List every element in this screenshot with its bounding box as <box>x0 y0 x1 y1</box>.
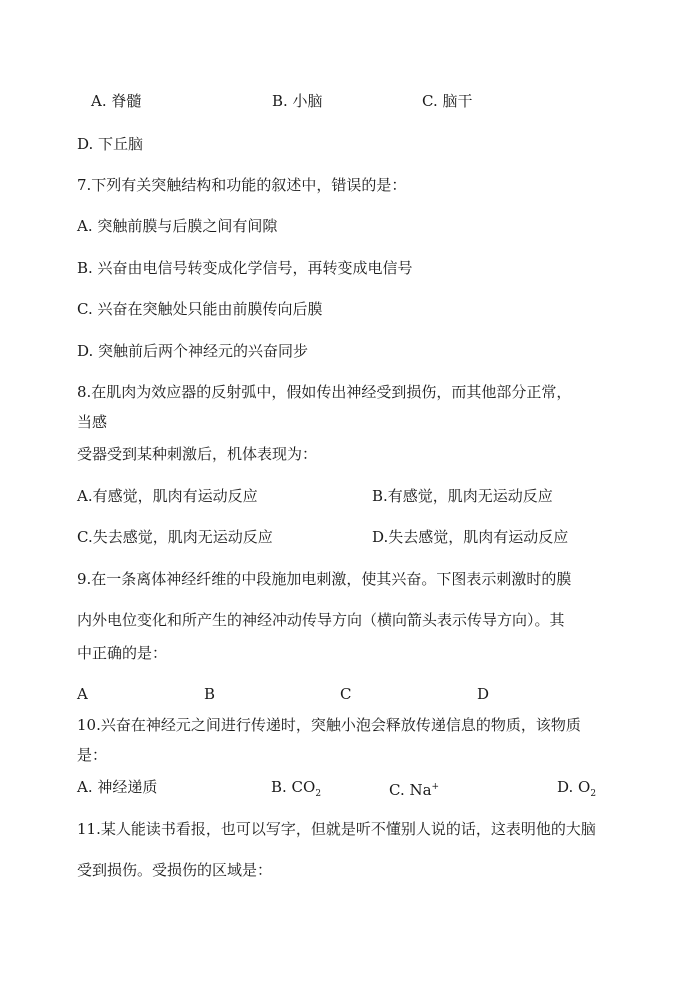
q7-option-d: D. 突触前后两个神经元的兴奋同步 <box>77 342 309 360</box>
q6-option-c: C. 脑干 <box>422 92 473 110</box>
q8-stem-line1: 8.在肌肉为效应器的反射弧中，假如传出神经受到损伤，而其他部分正常， <box>77 383 572 401</box>
q7-option-c: C. 兴奋在突触处只能由前膜传向后膜 <box>77 300 323 318</box>
q9-option-c: C <box>340 685 352 703</box>
q11-stem-line1: 11.某人能读书看报，也可以写字，但就是听不懂别人说的话，这表明他的大脑 <box>77 820 596 838</box>
q8-option-b: B.有感觉，肌肉无运动反应 <box>372 487 553 505</box>
q9-stem-line2: 内外电位变化和所产生的神经冲动传导方向（横向箭头表示传导方向）。其 <box>77 611 565 629</box>
q7-option-a: A. 突触前膜与后膜之间有间隙 <box>77 217 278 235</box>
q10-option-c-superscript: + <box>431 782 440 792</box>
q8-stem-line3: 受器受到某种刺激后，机体表现为： <box>77 445 318 463</box>
q10-option-b <box>271 777 321 804</box>
q6-option-b: B. 小脑 <box>272 92 323 110</box>
q8-option-c: C.失去感觉，肌肉无运动反应 <box>77 528 273 546</box>
q6-option-d: D. 下丘脑 <box>77 135 144 153</box>
q9-option-b: B <box>204 685 216 703</box>
q10-option-b-subscript: 2 <box>315 789 322 799</box>
q7-stem: 7.下列有关突触结构和功能的叙述中，错误的是： <box>77 176 407 194</box>
q10-option-b-text: B. CO <box>271 778 316 796</box>
q6-option-a: A. 脊髓 <box>91 92 142 110</box>
q7-option-b: B. 兴奋由电信号转变成化学信号，再转变成电信号 <box>77 259 413 277</box>
q11-stem-line2: 受到损伤。受损伤的区域是： <box>77 861 273 879</box>
q10-stem-line2: 是： <box>77 746 108 764</box>
q10-option-d-subscript: 2 <box>590 789 597 799</box>
q10-option-d-text: D. O <box>557 778 591 796</box>
q9-stem-line3: 中正确的是： <box>77 644 168 662</box>
q10-option-a: A. 神经递质 <box>77 778 158 796</box>
q9-stem-line1: 9.在一条离体神经纤维的中段施加电刺激，使其兴奋。下图表示刺激时的膜 <box>77 570 572 588</box>
q10-option-c <box>389 777 439 800</box>
q10-stem-line1: 10.兴奋在神经元之间进行传递时，突触小泡会释放传递信息的物质，该物质 <box>77 716 581 734</box>
q8-option-d: D.失去感觉，肌肉有运动反应 <box>372 528 569 546</box>
q8-option-a: A.有感觉，肌肉有运动反应 <box>77 487 258 505</box>
q8-stem-line2: 当感 <box>77 413 108 431</box>
q10-option-d <box>557 777 596 804</box>
q10-option-c-text: C. Na <box>389 781 432 799</box>
q9-option-d: D <box>477 685 490 703</box>
q9-option-a: A <box>77 685 88 703</box>
